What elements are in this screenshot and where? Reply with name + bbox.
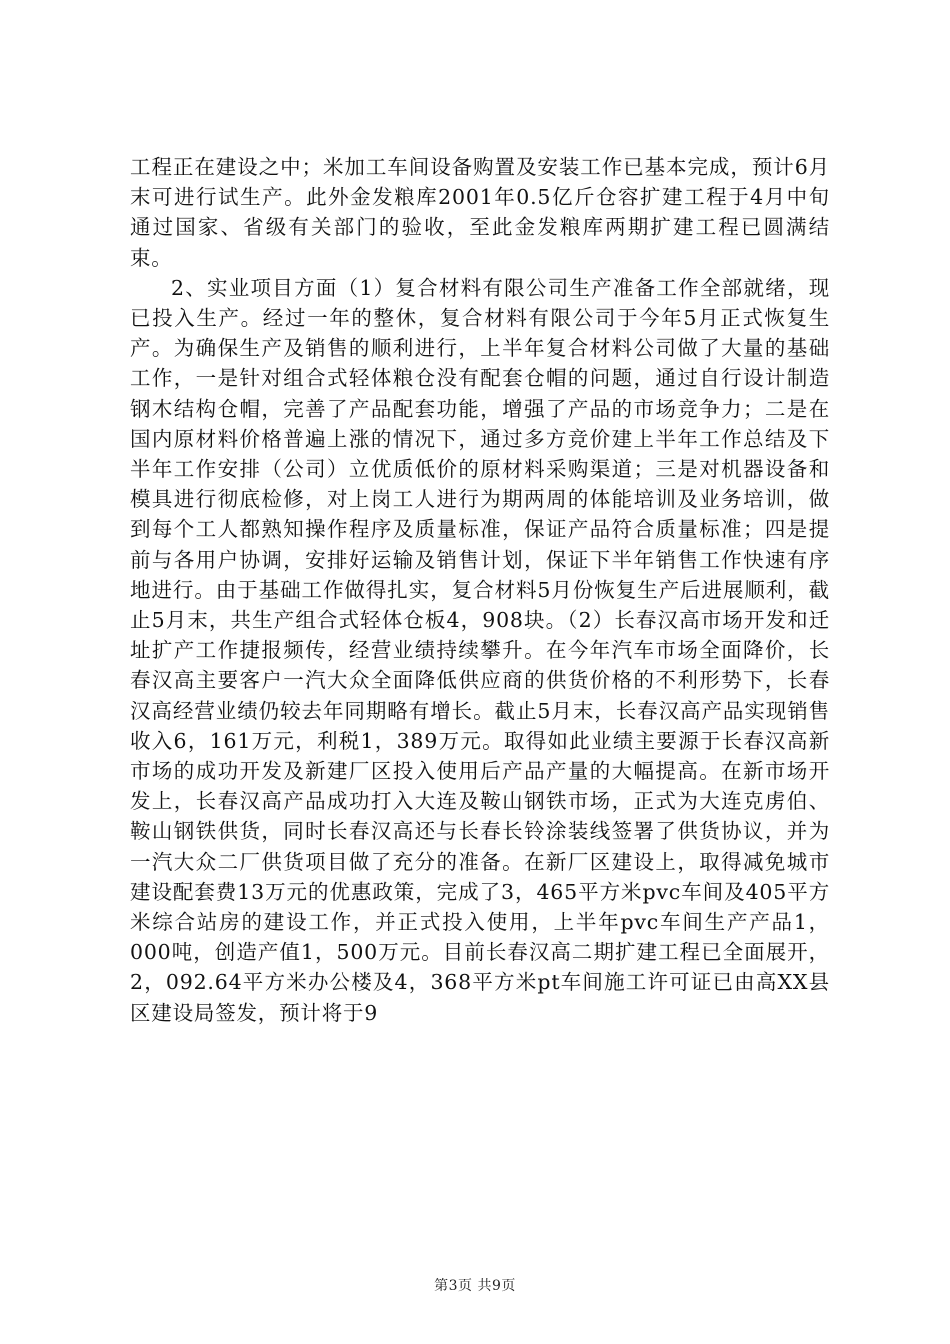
page-number: 第3页 共9页 bbox=[434, 1278, 516, 1294]
paragraph-continuation: 工程正在建设之中；米加工车间设备购置及安装工作已基本完成，预计6月末可进行试生产。此外金发粮库2001年0.5亿斤仓容扩建工程于4月中旬通过国家、省级有关部门的验收，至此金发粮库两期扩建工程已圆满结束。 bbox=[130, 155, 830, 270]
paragraph-industrial-projects: 2、实业项目方面（1）复合材料有限公司生产准备工作全部就绪，现已投入生产。经过一年的整休，复合材料有限公司于今年5月正式恢复生产。为确保生产及销售的顺利进行，上半年复合材料公司做了大量的基础工作，一是针对组合式轻体粮仓没有配套仓帽的问题，通过自行设计制造钢木结构仓帽，完善了产品配套功能，增强了产品的市场竞争力；二是在国内原材料价格普遍上涨的情况下，通过多方竞价建上半年工作总结及下半年工作安排（公司）立优质低价的原材料采购渠道；三是对机器设备和模具进行彻底检修，对上岗工人进行为期两周的体能培训及业务培训，做到每个工人都熟知操作程序及质量标准，保证产品符合质量标准；四是提前与各用户协调，安排好运输及销售计划，保证下半年销售工作快速有序地进行。由于基础工作做得扎实，复合材料5月份恢复生产后进展顺利，截止5月末，共生产组合式轻体仓板4，908块。（2）长春汉高市场开发和迁址扩产工作捷报频传，经营业绩持续攀升。在今年汽车市场全面降价，长春汉高主要客户一汽大众全面降低供应商的供货价格的不利形势下，长春汉高经营业绩仍较去年同期略有增长。截止5月末，长春汉高产品实现销售收入6，161万元，利税1，389万元。取得如此业绩主要源于长春汉高新市场的成功开发及新建厂区投入使用后产品产量的大幅提高。在新市场开发上，长春汉高产品成功打入大连及鞍山钢铁市场，正式为大连克虏伯、鞍山钢铁供货，同时长春汉高还与长春长铃涂装线签署了供货协议，并为一汽大众二厂供货项目做了充分的准备。在新厂区建设上，取得减免城市建设配套费13万元的优惠政策，完成了3，465平方米pvc车间及405平方米综合站房的建设工作，并正式投入使用，上半年pvc车间生产产品1，000吨，创造产值1，500万元。目前长春汉高二期扩建工程已全面展开，2，092.64平方米办公楼及4，368平方米pt车间施工许可证已由高XX县区建设局签发，预计将于9 bbox=[130, 275, 830, 1025]
document-body bbox=[130, 152, 830, 1028]
page-footer bbox=[0, 1275, 950, 1295]
